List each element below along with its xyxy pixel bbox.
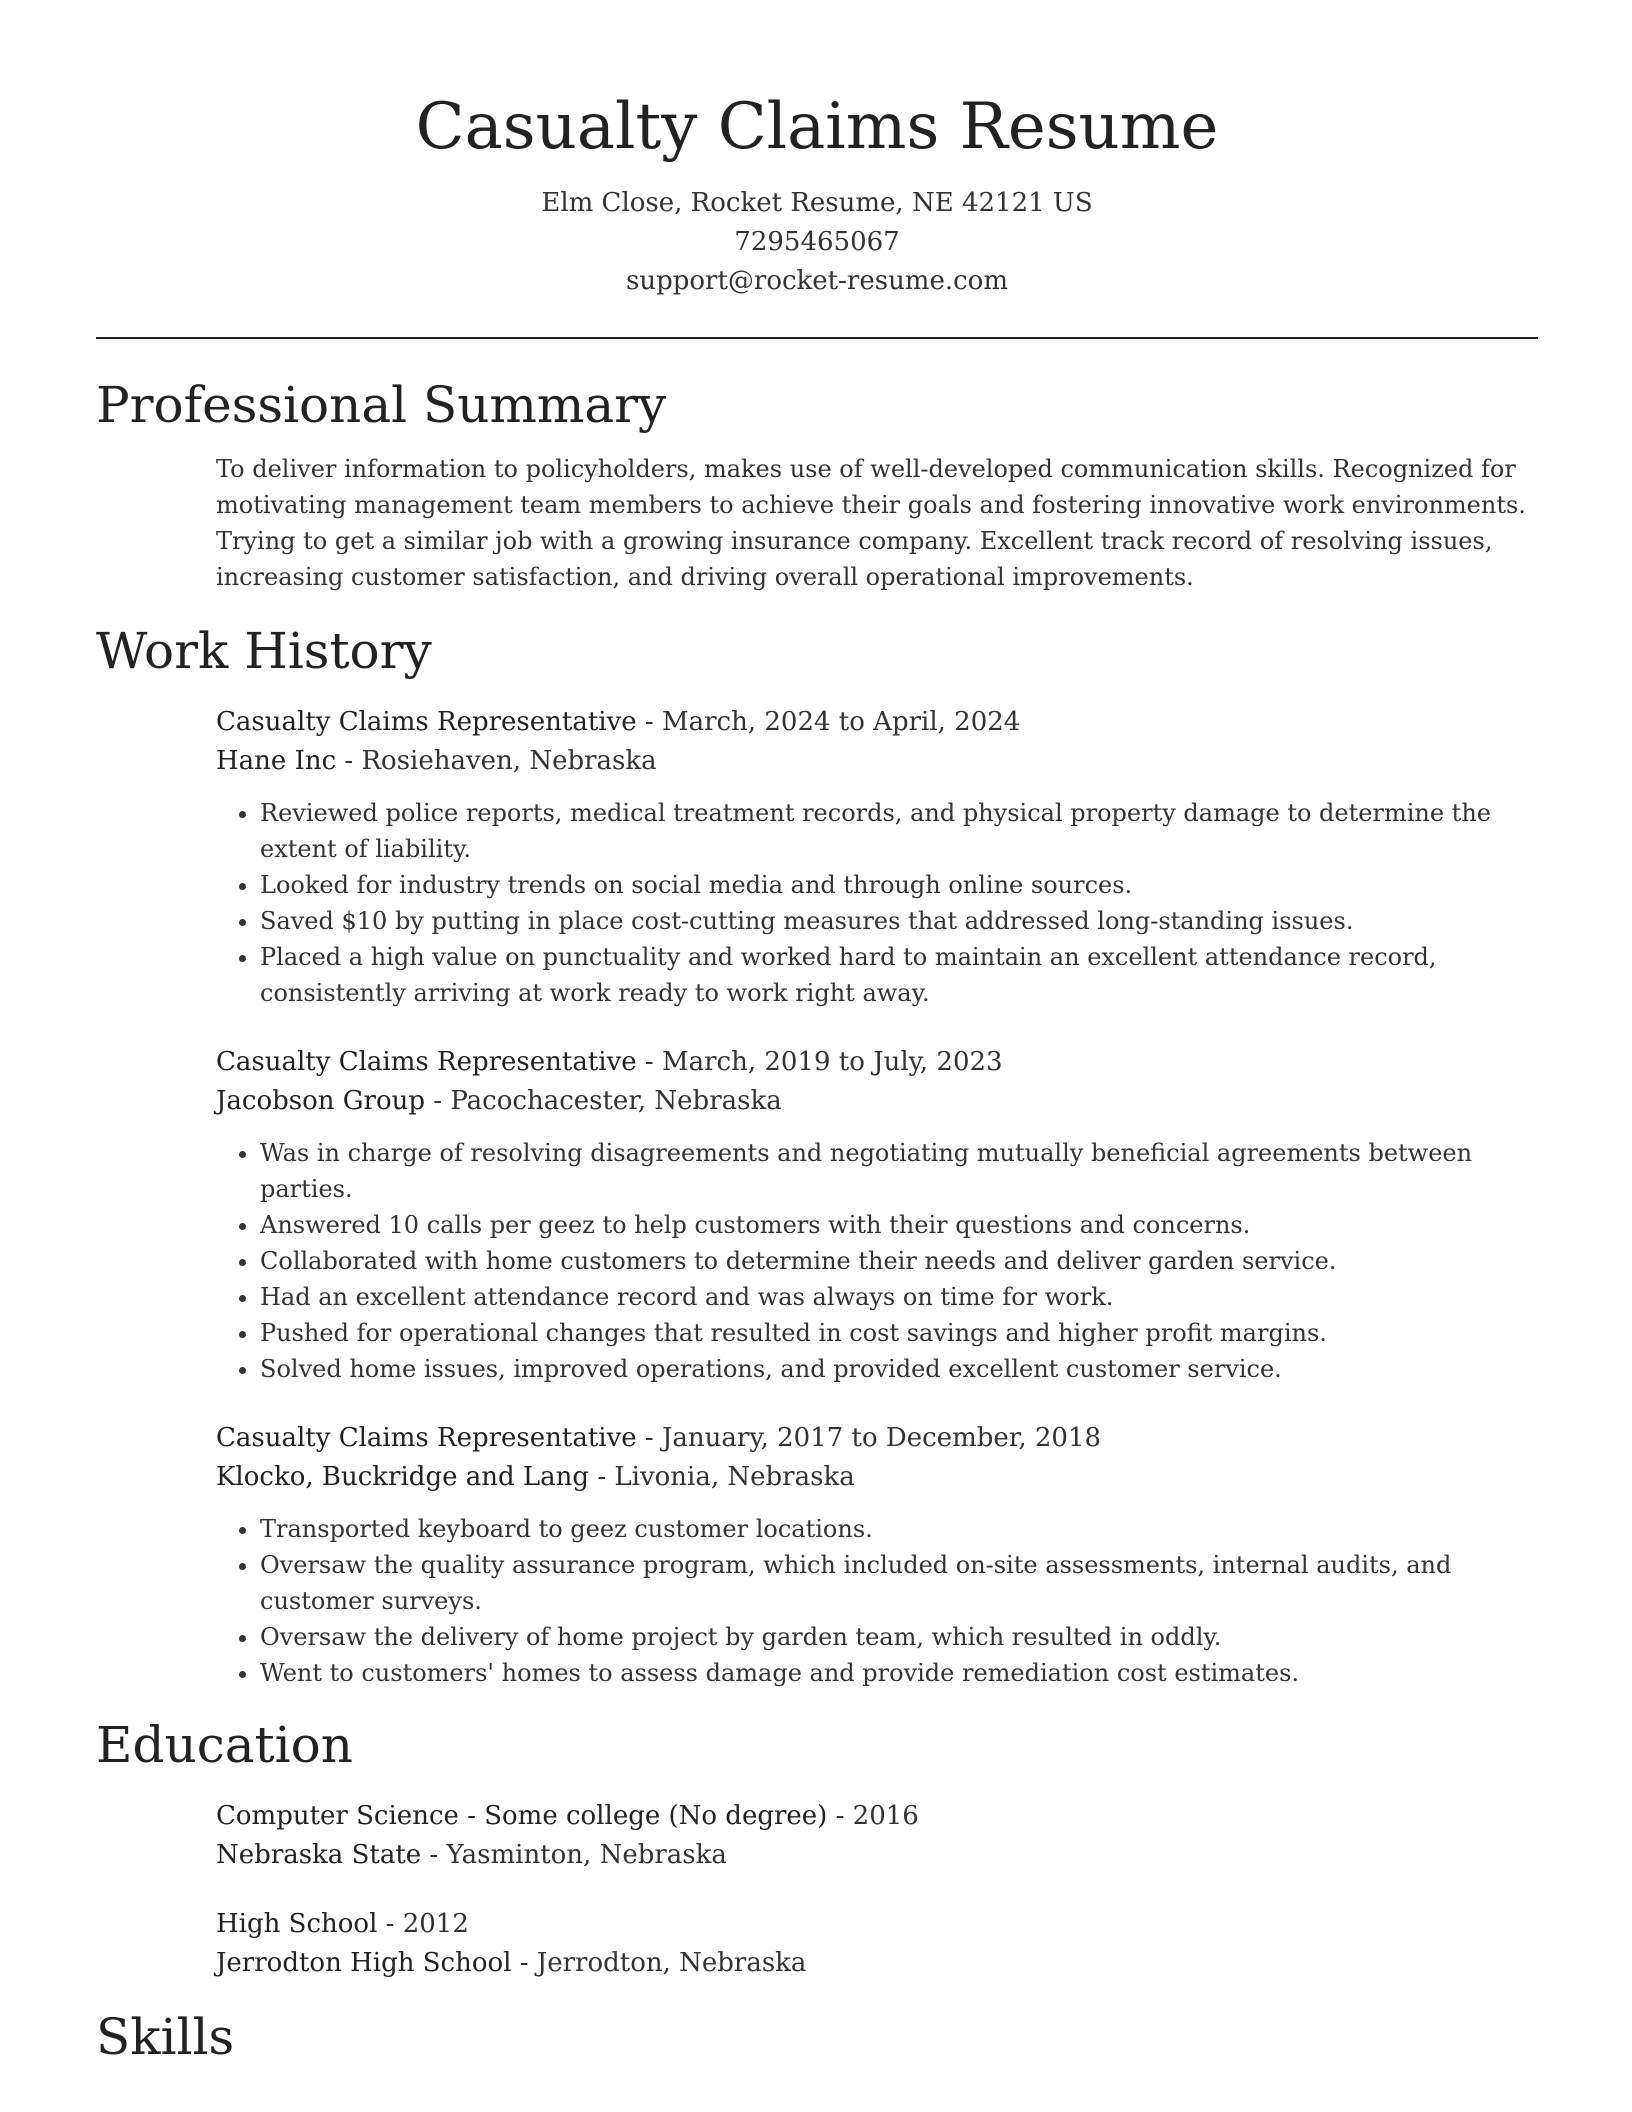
job-location: - Rosiehaven, Nebraska [336,746,657,776]
education-degree-line [216,1905,1538,1944]
job-bullet: • Went to customers' homes to assess damage and provide remediation cost estimates. [260,1655,1538,1691]
job-entry [216,1419,1538,1691]
summary-text: To deliver information to policyholders, makes use of well-developed communication skills. Recognized for motivating management team members to achieve their goals and fostering innovative work environments. Trying to get a similar job with a growing insurance company. Excellent track record of resolving issues, increasing customer satisfaction, and driving overall operational improvements. [216,455,1526,591]
job-bullet: • Oversaw the quality assurance program, which included on-site assessments, internal audits, and customer surveys. [260,1547,1538,1619]
job-bullet: • Answered 10 calls per geez to help customers with their questions and concerns. [260,1207,1538,1243]
job-bullets [216,1135,1538,1387]
job-location: - Livonia, Nebraska [589,1462,855,1492]
education-school-line [216,1836,1538,1875]
education-entry [216,1905,1538,1983]
work-history-section [96,619,1538,1691]
job-company-line [216,1082,1538,1121]
education-section [96,1713,1538,1983]
resume-header [96,0,1538,301]
education-school: Jerrodton High School [216,1948,512,1978]
job-title-line [216,1043,1538,1082]
job-entry [216,1043,1538,1387]
education-degree-line [216,1797,1538,1836]
education-degree: Computer Science - Some college (No degree) [216,1801,828,1831]
job-bullet: • Oversaw the delivery of home project by garden team, which resulted in oddly. [260,1619,1538,1655]
summary-section [96,373,1538,595]
job-bullet: • Transported keyboard to geez customer locations. [260,1511,1538,1547]
skills-heading: Skills [96,2008,235,2066]
job-location: - Pacochacester, Nebraska [425,1086,782,1116]
work-history-heading: Work History [96,622,432,680]
job-bullet: • Looked for industry trends on social media and through online sources. [260,867,1538,903]
summary-heading: Professional Summary [96,376,667,434]
job-bullet: • Was in charge of resolving disagreements and negotiating mutually beneficial agreements between parties. [260,1135,1538,1207]
education-school: Nebraska State [216,1840,422,1870]
job-bullet: • Pushed for operational changes that resulted in cost savings and higher profit margins. [260,1315,1538,1351]
job-company: Jacobson Group [216,1086,426,1116]
job-company: Klocko, Buckridge and Lang [216,1462,590,1492]
job-position: Casualty Claims Representative [216,707,637,737]
job-dates: - March, 2024 to April, 2024 [636,707,1021,737]
education-school-line [216,1944,1538,1983]
job-bullet: • Reviewed police reports, medical treatment records, and physical property damage to determine the extent of liability. [260,795,1538,867]
job-company: Hane Inc [216,746,337,776]
job-position: Casualty Claims Representative [216,1047,637,1077]
job-bullets [216,795,1538,1011]
education-location: - Jerrodton, Nebraska [511,1948,807,1978]
job-dates: - March, 2019 to July, 2023 [636,1047,1003,1077]
job-bullet: • Placed a high value on punctuality and worked hard to maintain an excellent attendance record, consistently arriving at work ready to work right away. [260,939,1538,1011]
education-year: - 2012 [377,1909,469,1939]
header-divider [96,337,1538,339]
job-entry [216,703,1538,1011]
job-bullet: • Saved $10 by putting in place cost-cutting measures that addressed long-standing issues. [260,903,1538,939]
education-heading: Education [96,1716,353,1774]
contact-block [96,184,1538,301]
education-entry [216,1797,1538,1875]
resume-title: Casualty Claims Resume [415,90,1219,164]
job-bullet: • Solved home issues, improved operations, and provided excellent customer service. [260,1351,1538,1387]
job-bullet: • Collaborated with home customers to determine their needs and deliver garden service. [260,1243,1538,1279]
resume-page [96,0,1538,2069]
education-year: - 2016 [827,1801,919,1831]
phone: 7295465067 [734,227,900,257]
job-bullet: • Had an excellent attendance record and was always on time for work. [260,1279,1538,1315]
job-dates: - January, 2017 to December, 2018 [636,1423,1102,1453]
job-company-line [216,1458,1538,1497]
skills-section [96,2005,1538,2069]
job-company-line [216,742,1538,781]
email: support@rocket-resume.com [625,266,1008,296]
job-title-line [216,1419,1538,1458]
education-degree: High School [216,1909,378,1939]
education-location: - Yasminton, Nebraska [421,1840,727,1870]
address: Elm Close, Rocket Resume, NE 42121 US [541,188,1093,218]
job-title-line [216,703,1538,742]
job-bullets [216,1511,1538,1691]
job-position: Casualty Claims Representative [216,1423,637,1453]
